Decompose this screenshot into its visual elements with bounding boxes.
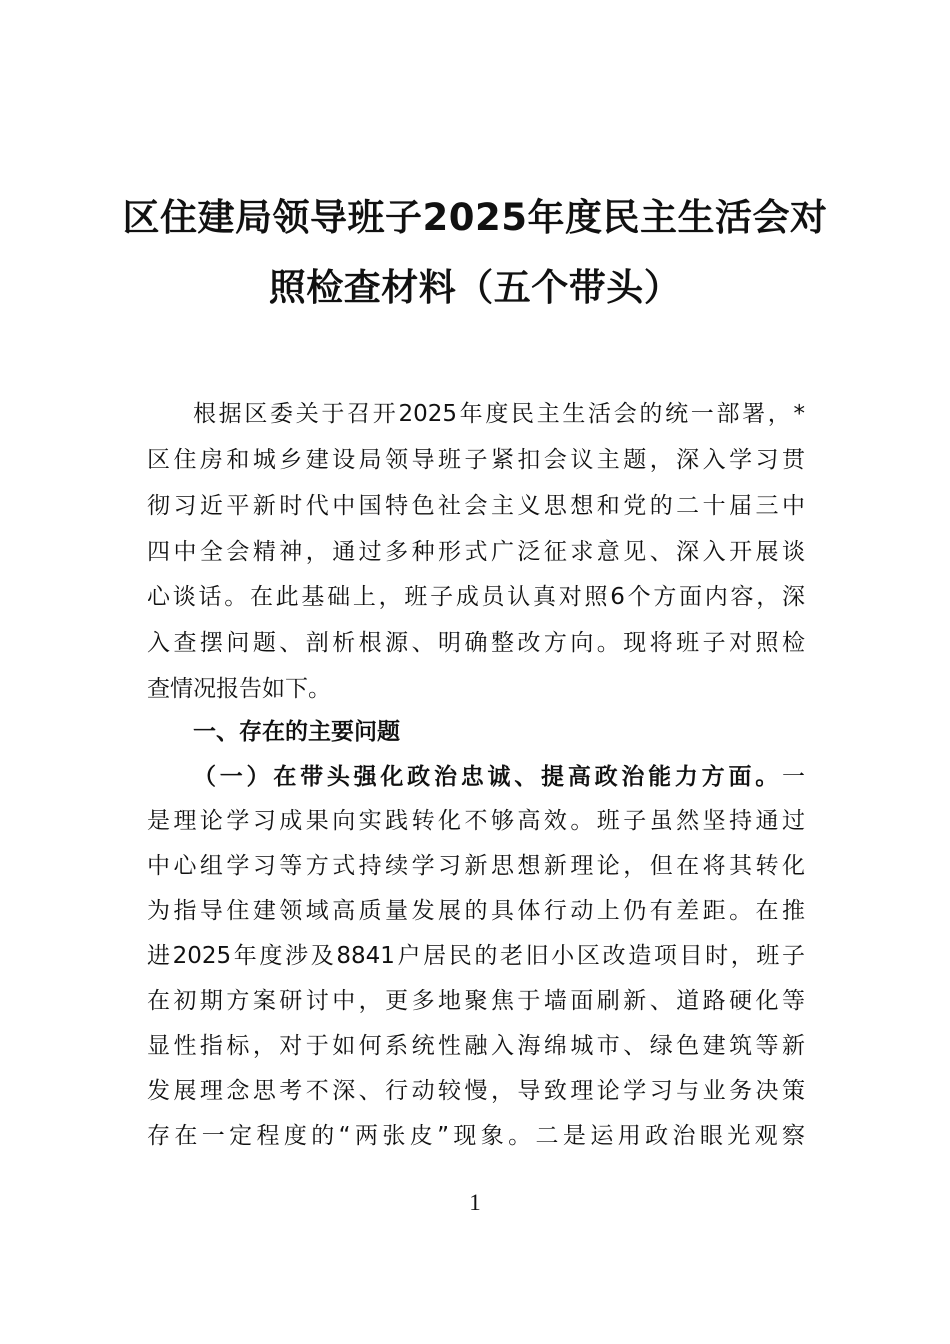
document-title-line-2: 照检查材料（五个带头） xyxy=(268,266,682,309)
body-line: 发展理念思考不深、行动较慢，导致理论学习与业务决策 xyxy=(147,1078,805,1104)
intro-line: 心谈话。在此基础上，班子成员认真对照6个方面内容，深 xyxy=(147,584,805,610)
body-line: 显性指标，对于如何系统性融入海绵城市、绿色建筑等新 xyxy=(147,1033,805,1059)
intro-line: 查情况报告如下。 xyxy=(147,676,331,702)
body-line: 存在一定程度的“两张皮”现象。二是运用政治眼光观察 xyxy=(147,1123,805,1149)
document-title-line-1: 区住建局领导班子2025年度民主生活会对 xyxy=(122,196,828,239)
body-line: 在初期方案研讨中，更多地聚焦于墙面刷新、道路硬化等 xyxy=(147,988,805,1014)
intro-line: 入查摆问题、剖析根源、明确整改方向。现将班子对照检 xyxy=(147,630,805,656)
page-number: 1 xyxy=(469,1190,481,1215)
body-line: 进2025年度涉及8841户居民的老旧小区改造项目时，班子 xyxy=(147,943,805,969)
intro-line: 区住房和城乡建设局领导班子紧扣会议主题，深入学习贯 xyxy=(147,447,805,473)
body-line: 为指导住建领域高质量发展的具体行动上仍有差距。在推 xyxy=(147,898,805,924)
intro-line: 四中全会精神，通过多种形式广泛征求意见、深入开展谈 xyxy=(147,539,805,565)
section-heading: 一、存在的主要问题 xyxy=(193,719,400,745)
intro-line: 根据区委关于召开2025年度民主生活会的统一部署，* xyxy=(193,401,805,427)
body-line: 是理论学习成果向实践转化不够高效。班子虽然坚持通过 xyxy=(147,808,805,834)
subsection-first-line xyxy=(193,762,805,792)
body-line: 中心组学习等方式持续学习新思想新理论，但在将其转化 xyxy=(147,853,805,879)
intro-line: 彻习近平新时代中国特色社会主义思想和党的二十届三中 xyxy=(147,493,805,519)
subsection-label-tail: 一 xyxy=(782,764,805,790)
subsection-label: （一）在带头强化政治忠诚、提高政治能力方面。 xyxy=(193,764,782,790)
